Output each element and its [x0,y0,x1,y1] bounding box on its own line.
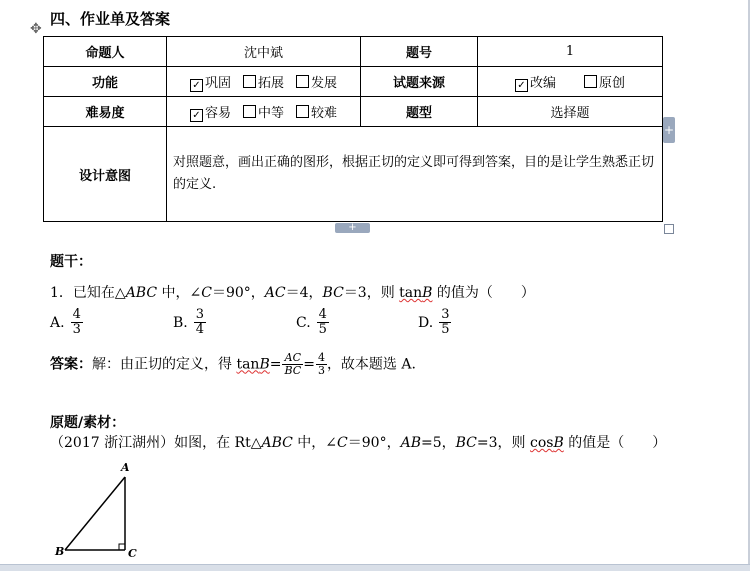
checkbox-empty-icon[interactable] [243,75,256,88]
function-option-extend[interactable]: 拓展 [243,72,284,91]
author-value: 沈中斌 [167,37,361,67]
original-question: （2017 浙江湖州）如图，在 Rt△ABC 中，∠C＝90°，AB=5，BC=3，则 cosB 的值是（ ） [50,435,667,451]
checkbox-empty-icon[interactable] [243,105,256,118]
original-heading: 原题/素材： [50,415,126,431]
difficulty-options [167,97,361,127]
function-option-consolidate[interactable]: ✓ 巩固 [190,72,231,92]
answer-text: 答案：解：由正切的定义，得 tanB= $\frac{AC}{BC}$ = $\frac{4}{3}$ ，故本题选 A. [50,351,416,377]
checkbox-checked-icon[interactable]: ✓ [190,109,203,122]
question-text: 1．已知在△ABC 中，∠C＝90°，AC＝4，BC＝3，则 tanB 的值为（ ） [50,285,535,301]
table-move-handle-icon[interactable]: ✥ [30,21,42,37]
function-label: 功能 [44,67,167,97]
difficulty-option-hard[interactable]: 较难 [296,102,337,121]
checkbox-empty-icon[interactable] [296,75,309,88]
stem-heading: 题干： [50,254,92,270]
design-label: 设计意图 [44,127,167,222]
checkbox-empty-icon[interactable] [584,75,597,88]
vertex-label-a: A [121,461,130,474]
section-title: 四、作业单及答案 [50,10,171,28]
option-b: B. $\frac{3}{4}$ [173,307,205,337]
vertex-label-c: C [128,547,137,560]
function-options [167,67,361,97]
design-text: 对照题意，画出正确的图形，根据正切的定义即可得到答案，目的是让学生熟悉正切的定义. [167,127,663,222]
difficulty-option-medium[interactable]: 中等 [243,102,284,121]
add-column-plus-icon[interactable]: + [663,117,675,143]
edge-ab [65,477,125,550]
checkbox-checked-icon[interactable]: ✓ [190,79,203,92]
type-label: 题型 [361,97,478,127]
source-options [478,67,663,97]
option-c: C. $\frac{4}{5}$ [296,307,327,337]
source-option-adapted[interactable]: ✓ 改编 [515,72,556,92]
assignment-meta-table [43,36,663,222]
source-option-original[interactable]: 原创 [584,72,625,91]
author-label: 命题人 [44,37,167,67]
checkbox-checked-icon[interactable]: ✓ [515,79,528,92]
checkbox-empty-icon[interactable] [296,105,309,118]
number-label: 题号 [361,37,478,67]
option-d: D. $\frac{3}{5}$ [418,307,450,337]
source-label: 试题来源 [361,67,478,97]
number-value: 1 [478,37,663,67]
vertex-label-b: B [55,545,65,558]
triangle-figure [50,458,150,562]
table-resize-handle-icon[interactable] [664,224,674,234]
right-angle-mark [119,544,125,550]
option-a: A. $\frac{4}{3}$ [50,307,81,337]
add-row-plus-icon[interactable]: + [335,223,370,233]
difficulty-option-easy[interactable]: ✓ 容易 [190,102,231,122]
difficulty-label: 难易度 [44,97,167,127]
function-option-develop[interactable]: 发展 [296,72,337,91]
type-value: 选择题 [478,97,663,127]
